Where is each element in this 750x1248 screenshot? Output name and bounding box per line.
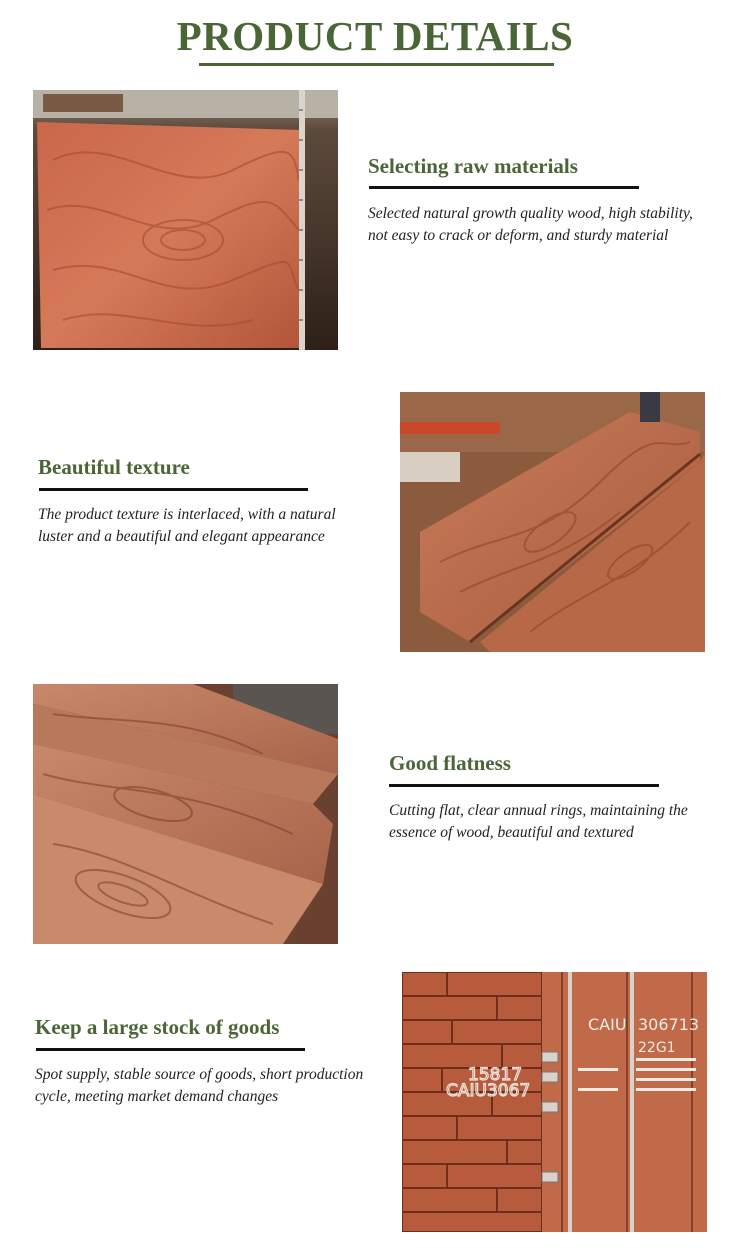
container-code-left: CAIU bbox=[588, 1015, 627, 1034]
chalk-number: 15817 bbox=[468, 1065, 523, 1085]
title-underline bbox=[199, 63, 554, 66]
flat-wood-boards-photo bbox=[33, 684, 338, 944]
feature-heading-texture: Beautiful texture bbox=[38, 455, 190, 479]
feature-description-texture: The product texture is interlaced, with a natural luster and a beautiful and elegant appearance bbox=[38, 506, 336, 545]
wood-planks-texture-photo bbox=[400, 392, 705, 652]
page-title: PRODUCT DETAILS bbox=[176, 13, 574, 59]
feature-description-stock: Spot supply, stable source of goods, short production cycle, meeting market demand changes bbox=[35, 1066, 364, 1105]
feature-description-raw-materials: Selected natural growth quality wood, high stability, not easy to crack or deform, and sturdy material bbox=[368, 205, 693, 244]
raw-wood-slab-photo bbox=[33, 90, 338, 350]
chalk-code: CAIU3067 bbox=[446, 1081, 531, 1101]
container-code-right: 306713 bbox=[638, 1015, 700, 1034]
feature-divider bbox=[369, 186, 639, 189]
feature-heading-raw-materials: Selecting raw materials bbox=[368, 154, 578, 178]
feature-divider bbox=[36, 1048, 305, 1051]
shipping-container-stock-photo bbox=[402, 972, 707, 1232]
feature-description-flatness: Cutting flat, clear annual rings, maintaining the essence of wood, beautiful and textured bbox=[389, 802, 688, 841]
feature-divider bbox=[389, 784, 659, 787]
container-type-code: 22G1 bbox=[638, 1040, 676, 1056]
feature-heading-stock: Keep a large stock of goods bbox=[35, 1015, 280, 1039]
feature-divider bbox=[39, 488, 308, 491]
feature-heading-flatness: Good flatness bbox=[389, 751, 511, 775]
